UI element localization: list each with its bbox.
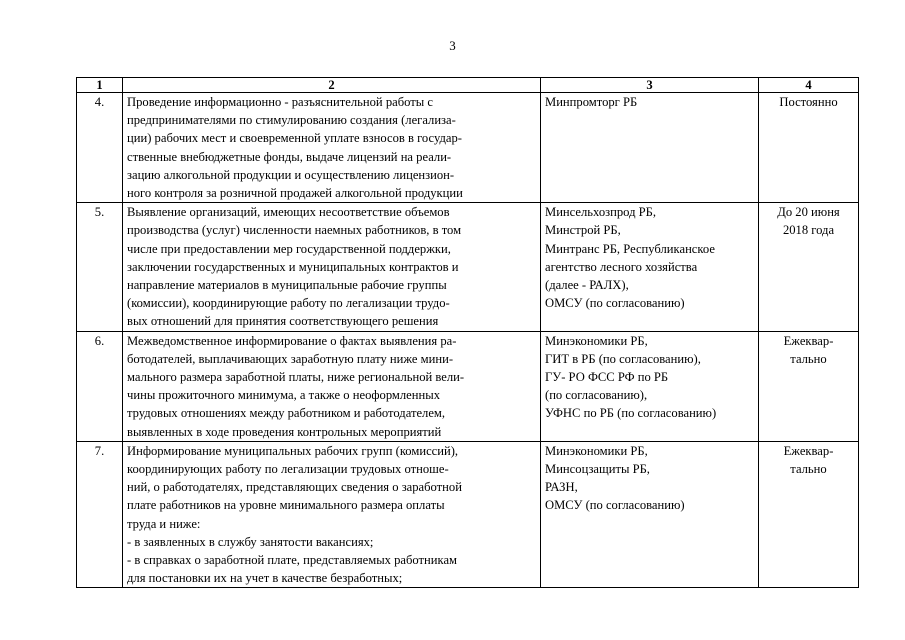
page-number: 3 xyxy=(449,38,456,53)
description-line: - в заявленных в службу занятости вакансиях; xyxy=(127,534,374,549)
executors xyxy=(541,203,759,331)
description-line: для постановки их на учет в качестве безработных; xyxy=(127,571,403,586)
description-line: ции) рабочих мест и своевременной уплате взносов в государ- xyxy=(127,131,462,146)
description-line: зацию алкогольной продукции и осуществлению лицензион- xyxy=(127,167,455,182)
description-line: чины прожиточного минимума, а также о неоформленных xyxy=(127,388,441,403)
executor-line: Минэкономики РБ, xyxy=(545,443,648,458)
table-row xyxy=(77,441,859,588)
executor-line: (далее - РАЛХ), xyxy=(545,278,629,293)
description-line: - в справках о заработной плате, представляемых работникам xyxy=(127,553,458,568)
row-number: 4. xyxy=(77,93,123,203)
description-line: ний, о работодателях, представляющих сведения о заработной xyxy=(127,480,462,495)
executors xyxy=(541,441,759,588)
measure-description xyxy=(123,441,541,588)
description-line: направление материалов в муниципальные рабочие группы xyxy=(127,278,447,293)
deadline-line: тально xyxy=(790,351,827,366)
description-line: плате работников на уровне минимального размера оплаты xyxy=(127,498,445,513)
executor-line: (по согласованию), xyxy=(545,388,648,403)
measures-table xyxy=(76,77,859,588)
description-line: производства (услуг) численности наемных работников, в том xyxy=(127,223,462,238)
description-line: выявленных в ходе проведения контрольных мероприятий xyxy=(127,424,442,439)
deadline-line: До 20 июня xyxy=(777,205,840,220)
table-row xyxy=(77,331,859,441)
description-line: мального размера заработной платы, ниже региональной вели- xyxy=(127,370,465,385)
description-line: трудовых отношениях между работником и работодателем, xyxy=(127,406,446,421)
table-row xyxy=(77,93,859,203)
deadline-line: 2018 года xyxy=(782,223,835,238)
row-number: 6. xyxy=(77,331,123,441)
executor-line: ГУ- РО ФСС РФ по РБ xyxy=(545,370,669,385)
executor-line: Минсельхозпрод РБ, xyxy=(545,205,657,220)
description-line: (комиссии), координирующие работу по легализации трудо- xyxy=(127,296,450,311)
description-line: ного контроля за розничной продажей алкогольной продукции xyxy=(127,186,463,201)
executor-line: ОМСУ (по согласованию) xyxy=(545,498,685,513)
header-col-1: 1 xyxy=(77,78,123,93)
executor-line: Минпромторг РБ xyxy=(545,95,638,109)
deadline xyxy=(759,203,859,331)
description-line: предпринимателями по стимулированию создания (легализа- xyxy=(127,113,456,128)
deadline xyxy=(759,93,859,203)
description-line: Межведомственное информирование о фактах выявления ра- xyxy=(127,333,457,348)
executor-line: УФНС по РБ (по согласованию) xyxy=(545,406,717,421)
measure-description xyxy=(123,203,541,331)
row-number: 5. xyxy=(77,203,123,331)
description-line: заключении государственных и муниципальных контрактов и xyxy=(127,259,459,274)
description-line: Проведение информационно - разъяснительной работы с xyxy=(127,95,433,109)
description-line: Выявление организаций, имеющих несоответствие объемов xyxy=(127,205,450,220)
description-line: числе при предоставлении мер государственной поддержки, xyxy=(127,241,451,256)
deadline-line: тально xyxy=(790,462,827,477)
deadline-line: Ежеквар- xyxy=(783,333,834,348)
table-header-row xyxy=(77,78,859,93)
measure-description xyxy=(123,331,541,441)
deadline-line: Постоянно xyxy=(779,95,838,109)
executor-line: ОМСУ (по согласованию) xyxy=(545,296,685,311)
deadline-line: Ежеквар- xyxy=(783,443,834,458)
executor-line: Минтранс РБ, Республиканское xyxy=(545,241,715,256)
description-line: вых отношений для принятия соответствующего решения xyxy=(127,314,439,329)
row-number: 7. xyxy=(77,441,123,588)
table-row xyxy=(77,203,859,331)
executor-line: Минсоцзащиты РБ, xyxy=(545,462,650,477)
executors xyxy=(541,331,759,441)
header-col-2: 2 xyxy=(123,78,541,93)
header-col-3: 3 xyxy=(541,78,759,93)
executor-line: Минстрой РБ, xyxy=(545,223,621,238)
executors xyxy=(541,93,759,203)
executor-line: ГИТ в РБ (по согласованию), xyxy=(545,351,701,366)
description-line: Информирование муниципальных рабочих групп (комиссий), xyxy=(127,443,459,458)
description-line: труда и ниже: xyxy=(127,516,201,531)
executor-line: агентство лесного хозяйства xyxy=(545,259,698,274)
deadline xyxy=(759,331,859,441)
description-line: координирующих работу по легализации трудовых отноше- xyxy=(127,462,449,477)
executor-line: Минэкономики РБ, xyxy=(545,333,648,348)
executor-line: РАЗН, xyxy=(545,480,578,495)
description-line: ботодателей, выплачивающих заработную плату ниже мини- xyxy=(127,351,454,366)
header-col-4: 4 xyxy=(759,78,859,93)
description-line: ственные внебюджетные фонды, выдаче лицензий на реали- xyxy=(127,149,452,164)
measure-description xyxy=(123,93,541,203)
deadline xyxy=(759,441,859,588)
